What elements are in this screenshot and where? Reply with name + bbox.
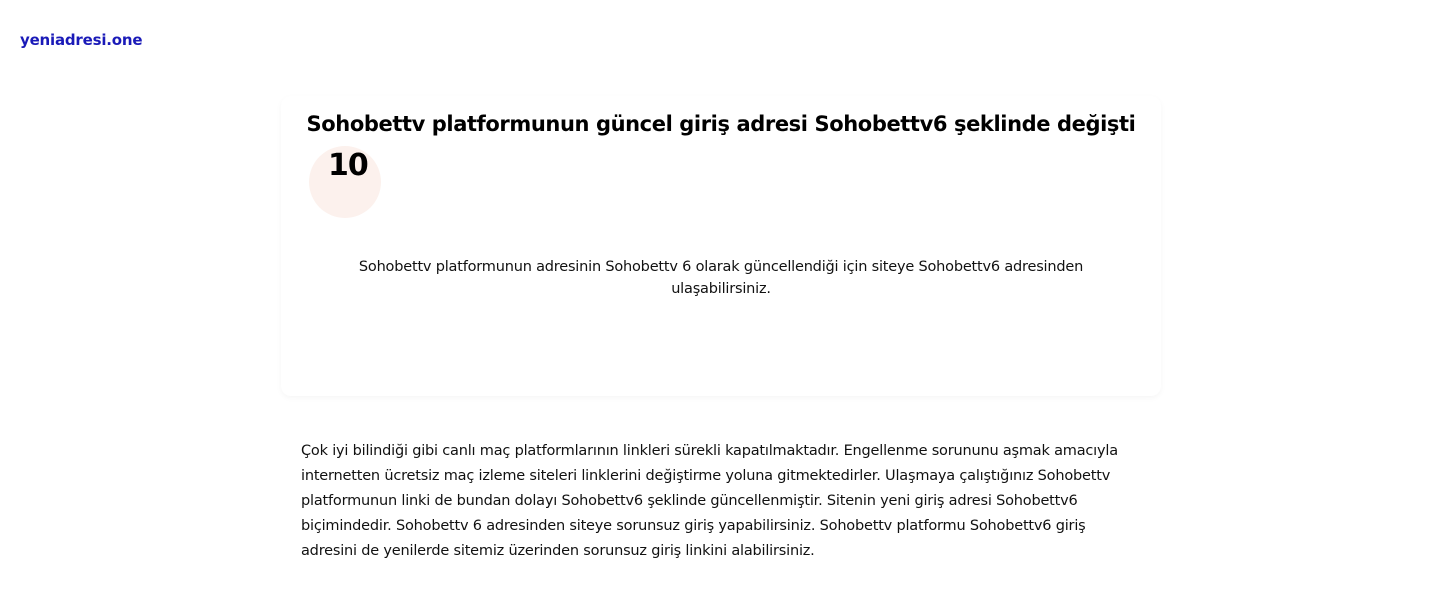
date-day: 10 xyxy=(328,148,368,183)
page-title: Sohobettv platformunun güncel giriş adresi Sohobettv6 şeklinde değişti xyxy=(306,112,1136,136)
hero-card xyxy=(281,96,1161,396)
site-logo-link[interactable]: yeniadresi.one xyxy=(20,31,143,49)
hero-description: Sohobettv platformunun adresinin Sohobettv 6 olarak güncellendiği için siteye Sohobettv6 adresinden ulaşabilirsiniz. xyxy=(358,259,1084,297)
article-body: Çok iyi bilindiği gibi canlı maç platformlarının linkleri sürekli kapatılmaktadır. Engellenme sorununu aşmak amacıyla internetten ücretsiz maç izleme siteleri linklerini değiştirme yoluna gitmektedirler. Ulaşmaya çalıştığınız Sohobettv platformunun linki de bundan dolayı Sohobettv6 şeklinde güncellenmiştir. Sitenin yeni giriş adresi Sohobettv6 biçimindedir. Sohobettv 6 adresinden siteye sorunsuz giriş yapabilirsiniz. Sohobettv platformu Sohobettv6 giriş adresini de yenilerde sitemiz üzerinden sorunsuz giriş linkini alabilirsiniz. xyxy=(301,443,1118,559)
